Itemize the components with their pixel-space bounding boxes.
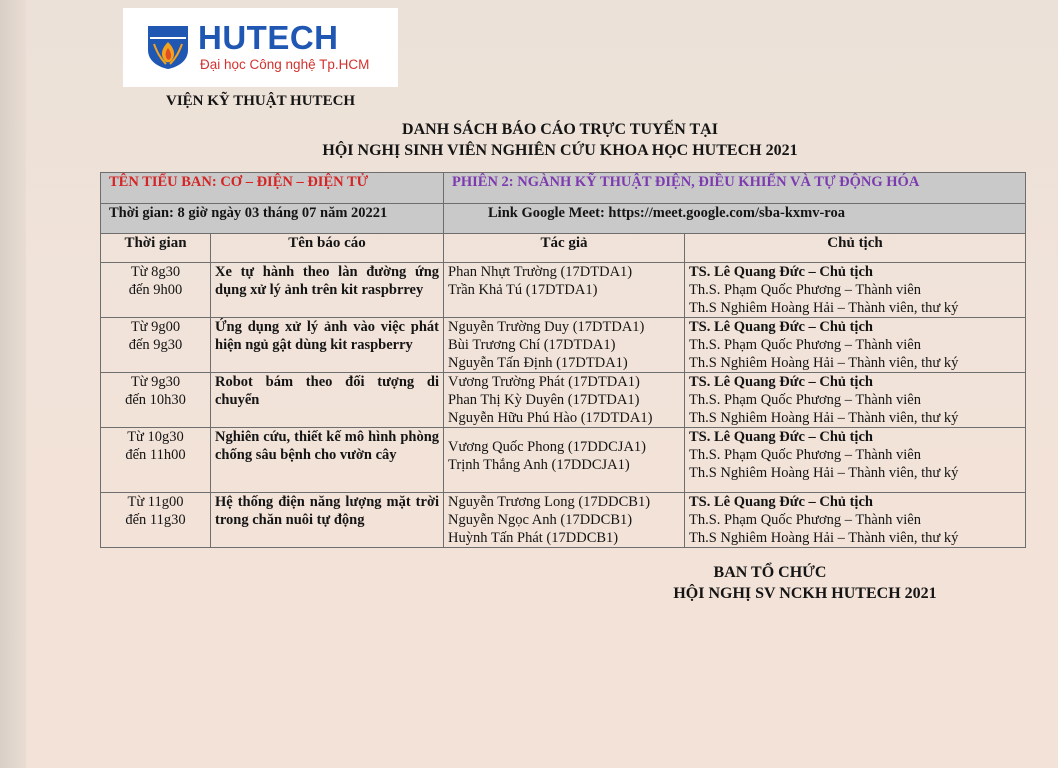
organizer-line1: BAN TỔ CHỨC [713, 564, 827, 581]
row-authors: Vương Trường Phát (17DTDA1) Phan Thị Kỳ Duyên (17DTDA1) Nguyễn Hữu Phú Hào (17DTDA1) [444, 373, 685, 428]
meeting-info-row [101, 204, 1026, 234]
row-time: Từ 8g30 đến 9h00 [101, 263, 211, 318]
header-chair: Chủ tịch [685, 234, 1026, 263]
meet-link[interactable]: Link Google Meet: https://meet.google.com/sba-kxmv-roa [444, 204, 1026, 234]
row-title: Hệ thống điện năng lượng mặt trời trong chăn nuôi tự động [211, 493, 444, 548]
header-authors: Tác giả [444, 234, 685, 263]
table-row [101, 428, 1026, 493]
logo-subtitle: Đại học Công nghệ Tp.HCM [200, 57, 370, 72]
row-title: Nghiên cứu, thiết kế mô hình phòng chống sâu bệnh cho vườn cây [211, 428, 444, 493]
row-authors: Nguyễn Trường Duy (17DTDA1) Bùi Trương Chí (17DTDA1) Nguyễn Tấn Định (17DTDA1) [444, 318, 685, 373]
page-edge [0, 0, 26, 768]
row-time: Từ 9g00 đến 9g30 [101, 318, 211, 373]
row-authors: Vương Quốc Phong (17DDCJA1) Trịnh Thắng Anh (17DDCJA1) [444, 428, 685, 493]
table-header-row [101, 234, 1026, 263]
header-time: Thời gian [101, 234, 211, 263]
row-authors: Nguyễn Trương Long (17DDCB1) Nguyễn Ngọc Anh (17DDCB1) Huỳnh Tấn Phát (17DDCB1) [444, 493, 685, 548]
schedule-table [100, 172, 1026, 548]
row-chair: TS. Lê Quang Đức – Chủ tịch Th.S. Phạm Quốc Phương – Thành viên Th.S Nghiêm Hoàng Hải – Thành viên, thư ký [685, 263, 1026, 318]
meeting-time: Thời gian: 8 giờ ngày 03 tháng 07 năm 20221 [101, 204, 444, 234]
row-title: Robot bám theo đối tượng di chuyển [211, 373, 444, 428]
header-title: Tên báo cáo [211, 234, 444, 263]
session-name: PHIÊN 2: NGÀNH KỸ THUẬT ĐIỆN, ĐIỀU KHIỂN VÀ TỰ ĐỘNG HÓA [444, 173, 1026, 204]
row-authors: Phan Nhựt Trường (17DTDA1) Trần Khả Tú (17DTDA1) [444, 263, 685, 318]
row-time: Từ 10g30 đến 11h00 [101, 428, 211, 493]
hutech-shield-icon [146, 24, 190, 70]
document-title-line1: DANH SÁCH BÁO CÁO TRỰC TUYẾN TẠI [402, 121, 718, 138]
row-chair: TS. Lê Quang Đức – Chủ tịch Th.S. Phạm Quốc Phương – Thành viên Th.S Nghiêm Hoàng Hải – Thành viên, thư ký [685, 318, 1026, 373]
table-row [101, 373, 1026, 428]
table-row [101, 263, 1026, 318]
document-title-line2: HỘI NGHỊ SINH VIÊN NGHIÊN CỨU KHOA HỌC HUTECH 2021 [322, 142, 798, 159]
row-title: Ứng dụng xử lý ảnh vào việc phát hiện ngủ gật dùng kit raspberry [211, 318, 444, 373]
row-time: Từ 9g30 đến 10h30 [101, 373, 211, 428]
subcommittee-name: TÊN TIỂU BAN: CƠ – ĐIỆN – ĐIỆN TỬ [101, 173, 444, 204]
table-row [101, 493, 1026, 548]
organizer-line2: HỘI NGHỊ SV NCKH HUTECH 2021 [673, 585, 937, 602]
row-chair: TS. Lê Quang Đức – Chủ tịch Th.S. Phạm Quốc Phương – Thành viên Th.S Nghiêm Hoàng Hải – Thành viên, thư ký [685, 428, 1026, 493]
row-chair: TS. Lê Quang Đức – Chủ tịch Th.S. Phạm Quốc Phương – Thành viên Th.S Nghiêm Hoàng Hải – Thành viên, thư ký [685, 373, 1026, 428]
table-row [101, 318, 1026, 373]
row-chair: TS. Lê Quang Đức – Chủ tịch Th.S. Phạm Quốc Phương – Thành viên Th.S Nghiêm Hoàng Hải – Thành viên, thư ký [685, 493, 1026, 548]
logo-wordmark: HUTECH [198, 19, 339, 56]
institute-name: VIỆN KỸ THUẬT HUTECH [166, 93, 356, 109]
row-title: Xe tự hành theo làn đường ứng dụng xử lý ảnh trên kit raspbrrey [211, 263, 444, 318]
hutech-logo [123, 8, 398, 87]
row-time: Từ 11g00 đến 11g30 [101, 493, 211, 548]
subcommittee-row [101, 173, 1026, 204]
